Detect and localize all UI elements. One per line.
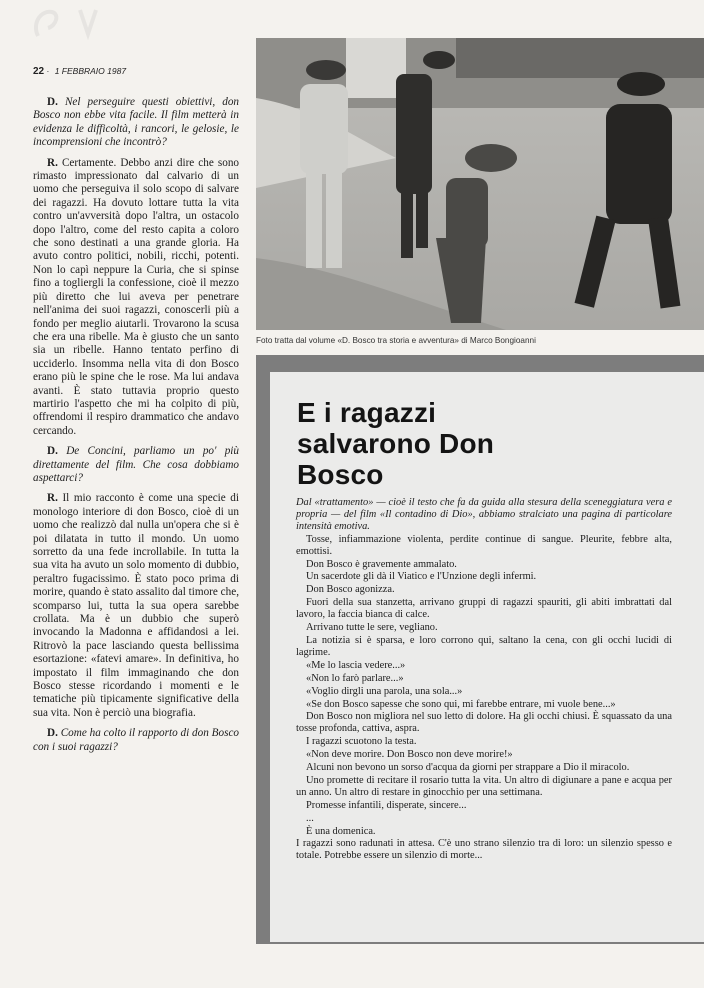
article-paragraph: È una domenica. [306, 825, 376, 837]
article-paragraph: Don Bosco agonizza. [306, 584, 395, 596]
article-paragraph: I ragazzi sono radunati in attesa. C'è uno strano silenzio tra di loro: un silenzio spesso e totale. Potrebbe essere un silenzio di morte... [296, 838, 672, 862]
page-number: 22 [33, 66, 45, 77]
article-paragraph: Un sacerdote gli dà il Viatico e l'Unzione degli infermi. [306, 571, 537, 583]
historical-photo [256, 38, 704, 330]
interview-answer: R. Il mio racconto è come una specie di monologo interiore di don Bosco, cioè di un uomo che realizzò dal nulla un'opera che si è poi dilatata in tutto il mondo. Un uomo sorretto da una fede incrollabile. In tutta la sua vita ha avuto un solo momento di dubbio, peraltro fugacissimo. È stato poco prima di morire, quando è stato assalito dal timore che, scomparso lui, tutta la sua opera sarebbe crollata. Ma è un dubbio che superò invocando la Madonna e affidandosi a lei. Ritrovò la pace lasciando questa bellissima esortazione: «fatevi amare». In definitiva, ho impostato il film immaginando che don Bosco stesse ricordando i momenti e le tematiche più tipicamente significative della sua vita. Non è perciò una biografia. [33, 492, 240, 719]
article-intro: Dal «trattamento» — cioè il testo che fa da guida alla stesura della sceneggiatura vera e propria — del film «Il contadino di Dio», abbiamo stralciato una pagina di particolare intensità emotiva. [296, 497, 672, 532]
article-paragraph: Fuori della sua stanzetta, arrivano gruppi di ragazzi spauriti, gli abiti imbrattati dal lavoro, la faccia bianca di calce. [296, 597, 672, 621]
page-header: 22 · 1 FEBBRAIO 1987 [33, 66, 127, 77]
article-paragraph: Don Bosco è gravemente ammalato. [306, 558, 457, 570]
article-paragraph: I ragazzi scuotono la testa. [306, 736, 417, 748]
photo-caption: Foto tratta dal volume «D. Bosco tra storia e avventura» di Marco Bongioanni [256, 336, 536, 345]
article-paragraph: La notizia si è sparsa, e loro corrono qui, saltano la cena, con gli occhi lucidi di lagrime. [296, 634, 672, 658]
interview-question: D. De Concini, parliamo un po' più direttamente del film. Che cosa dobbiamo aspettarci? [33, 445, 240, 484]
article-paragraph: «Voglio dirgli una parola, una sola...» [306, 685, 463, 697]
article-paragraph: Promesse infantili, disperate, sincere... [306, 799, 467, 811]
article-paragraph: «Se don Bosco sapesse che sono qui, mi farebbe entrare, mi vuole bene...» [306, 698, 616, 710]
article-paragraph: Arrivano tutte le sere, vegliano. [306, 622, 438, 634]
photo-illustration [256, 38, 704, 330]
interview-question: D. Nel perseguire questi obiettivi, don Bosco non ebbe vita facile. Il film metterà in evidenza le difficoltà, i rancori, le gelosie, le incomprensioni che incontrò? [33, 96, 240, 149]
issue-date: 1 FEBBRAIO 1987 [54, 66, 127, 76]
article-paragraph: Tosse, infiammazione violenta, perdite continue di sangue. Pleurite, febbre alta, emottisi. [296, 533, 672, 557]
article-paragraph: «Non lo farò parlare...» [306, 672, 404, 684]
article-body [296, 497, 672, 863]
interview-column [33, 96, 239, 761]
bleed-through-ghost [30, 4, 120, 44]
interview-question: D. Come ha colto il rapporto di don Bosco con i suoi ragazzi? [33, 727, 239, 753]
article-headline: E i ragazzi salvarono Don Bosco [297, 397, 495, 490]
article-paragraph: Don Bosco non migliora nel suo letto di dolore. Ha gli occhi chiusi. È squassato da una tosse profonda, cattiva, aspra. [296, 711, 672, 735]
article-paragraph: Alcuni non bevono un sorso d'acqua da giorni per strappare a Dio il miracolo. [306, 762, 630, 774]
article-paragraph: Uno promette di recitare il rosario tutta la vita. Un altro di digiunare a pane e acqua per un anno. Un altro di restare in ginocchio per una settimana. [296, 774, 672, 798]
article-paragraph: ... [306, 812, 314, 824]
interview-answer: R. Certamente. Debbo anzi dire che sono rimasto impressionato dal calvario di un uomo che perseguiva il solo scopo di salvare dei ragazzi. Ha dovuto lottare tutta la vita contro un'avversità dopo l'altra, un ostacolo dopo l'altro, come del resto capita a coloro che sono destinati a una grande gloria. Ha avuto contro politici, nobili, ricchi, potenti. Non lo capì neppure la Curia, che si spinse fino a togliergli la confessione, cioè il mezzo più diretto che lui aveva per penetrare nell'anima dei suoi ragazzi, conoscerli più a fondo per meglio aiutarli. Trovarono la scusa che era una ribelle. Ma è giusto che un santo sia un ribelle. Hanno tentato perfino di ucciderlo. Insomma nella vita di don Bosco erano più le spine che le rose. Ma lui andava avanti. È stato tuttavia proprio questo martirio l'aspetto che mi ha colpito di più, offrendomi il respiro drammatico che andavo cercando. [33, 156, 240, 437]
article-paragraph: «Non deve morire. Don Bosco non deve morire!» [306, 749, 513, 761]
article-paragraph: «Me lo lascia vedere...» [306, 659, 406, 671]
